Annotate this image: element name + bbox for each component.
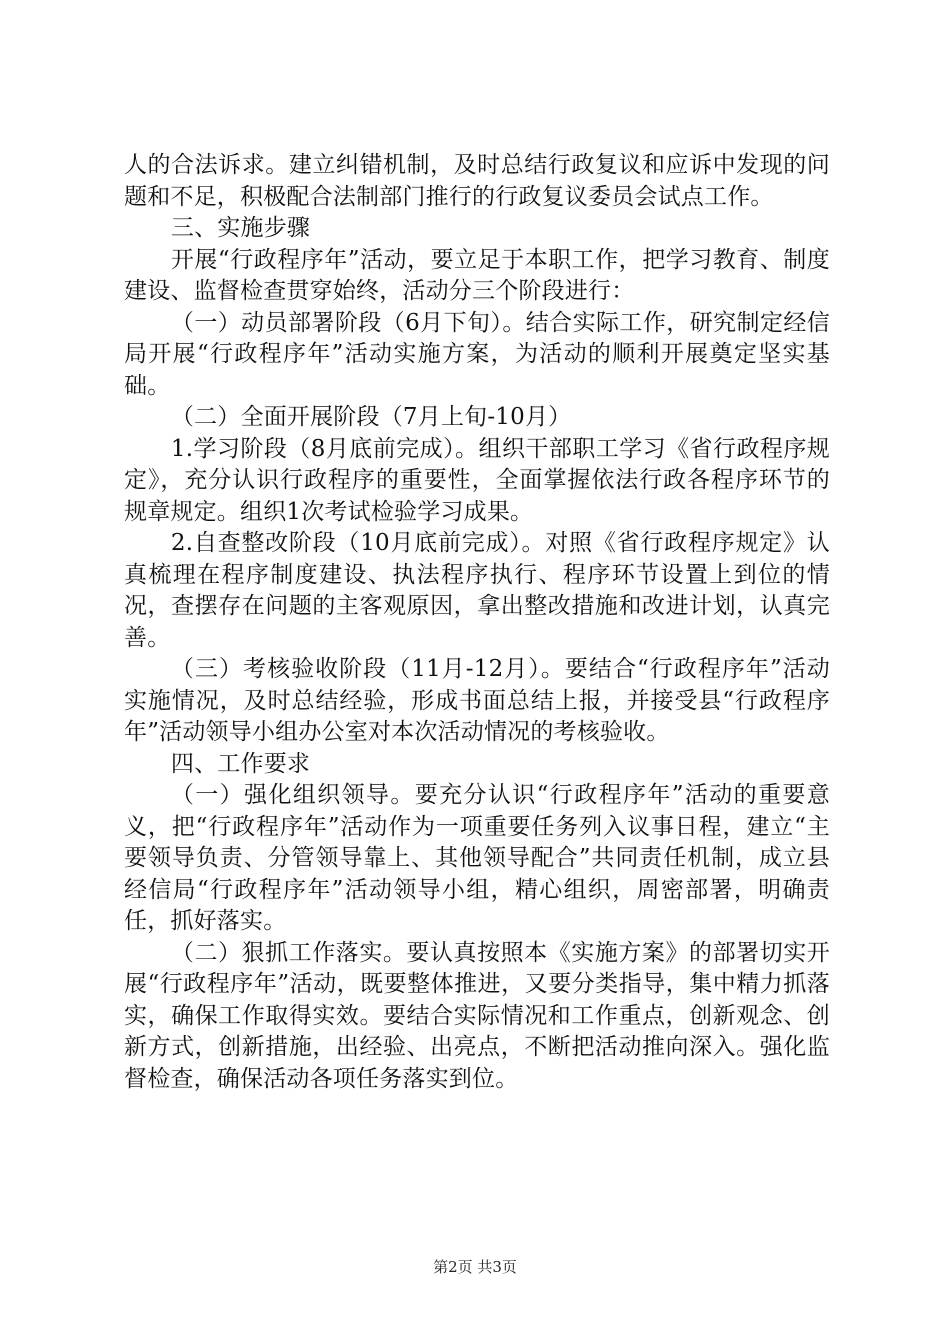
section-heading: 三、实施步骤 — [170, 215, 311, 241]
paragraph: 人的合法诉求。建立纠错机制，及时总结行政复议和应诉中发现的问题和不足，积极配合法制部门推行的行政复议委员会试点工作。 — [124, 152, 830, 210]
paragraph: 2.自查整改阶段（10月底前完成）。对照《省行政程序规定》认真梳理在程序制度建设、执法程序执行、程序环节设置上到位的情况，查摆存在问题的主客观原因，拿出整改措施和改进计划，认真完善。 — [124, 530, 830, 651]
paragraph: （二）狠抓工作落实。要认真按照本《实施方案》的部署切实开展“行政程序年”活动，既要整体推进，又要分类指导，集中精力抓落实，确保工作取得实效。要结合实际情况和工作重点，创新观念、创新方式，创新措施，出经验、出亮点，不断把活动推向深入。强化监督检查，确保活动各项任务落实到位。 — [124, 939, 830, 1092]
page-footer: 第2页 共3页 — [433, 1258, 517, 1276]
paragraph: （一）强化组织领导。要充分认识“行政程序年”活动的重要意义，把“行政程序年”活动作为一项重要任务列入议事日程，建立“主要领导负责、分管领导靠上、其他领导配合”共同责任机制，成立县经信局“行政程序年”活动领导小组，精心组织，周密部署，明确责任，抓好落实。 — [124, 782, 830, 934]
section-heading: 四、工作要求 — [170, 750, 311, 777]
paragraph: 开展“行政程序年”活动，要立足于本职工作，把学习教育、制度建设、监督检查贯穿始终，活动分三个阶段进行： — [124, 246, 830, 304]
subsection-heading: （二）全面开展阶段（7月上旬-10月） — [170, 404, 572, 430]
paragraph: （三）考核验收阶段（11月-12月）。要结合“行政程序年”活动实施情况，及时总结经验，形成书面总结上报，并接受县“行政程序年”活动领导小组办公室对本次活动情况的考核验收。 — [124, 656, 830, 745]
paragraph: 1.学习阶段（8月底前完成）。组织干部职工学习《省行政程序规定》，充分认识行政程序的重要性，全面掌握依法行政各程序环节的规章规定。组织1次考试检验学习成果。 — [124, 435, 830, 525]
document-body — [124, 150, 830, 1095]
paragraph: （一）动员部署阶段（6月下旬）。结合实际工作，研究制定经信局开展“行政程序年”活动实施方案，为活动的顺利开展奠定坚实基础。 — [124, 309, 830, 399]
